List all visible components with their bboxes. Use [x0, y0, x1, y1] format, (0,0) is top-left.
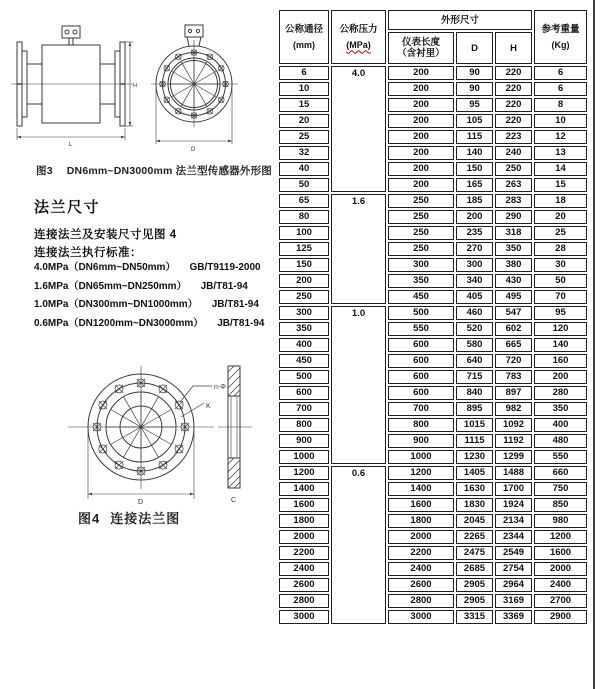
dim-label-d4: D — [138, 499, 144, 506]
cell-weight: 30 — [534, 258, 587, 272]
cell-weight: 1200 — [534, 530, 587, 544]
table-row — [279, 354, 587, 368]
table-row — [279, 434, 587, 448]
table-row — [279, 402, 587, 416]
cell-d: 405 — [456, 290, 493, 304]
cell-h: 318 — [495, 226, 532, 240]
standard-pressure-range: 0.6MPa（DN1200mm~DN3000mm） — [34, 317, 204, 329]
figure3-label: 图3 — [36, 165, 53, 177]
cell-h: 665 — [495, 338, 532, 352]
standard-code: JB/T81-94 — [211, 299, 259, 310]
cell-meter-length: 200 — [388, 82, 454, 96]
cell-meter-length: 550 — [388, 322, 454, 336]
cell-h: 1700 — [495, 482, 532, 496]
table-row — [279, 610, 587, 624]
cell-diameter: 1200 — [279, 466, 329, 480]
cell-weight: 2400 — [534, 578, 587, 592]
cell-meter-length: 500 — [388, 306, 454, 320]
cell-weight: 480 — [534, 434, 587, 448]
header-meter-length-line2: （含衬里） — [397, 48, 445, 59]
table-row — [279, 290, 587, 304]
cell-weight: 550 — [534, 450, 587, 464]
cell-diameter: 1000 — [279, 450, 329, 464]
cell-diameter: 2600 — [279, 578, 329, 592]
cell-diameter: 6 — [279, 66, 329, 80]
standard-code: JB/T81-94 — [217, 317, 265, 329]
table-row — [279, 450, 587, 464]
cell-diameter: 100 — [279, 226, 329, 240]
cell-diameter: 10 — [279, 82, 329, 96]
cell-d: 115 — [456, 130, 493, 144]
cell-h: 223 — [495, 130, 532, 144]
cell-h: 2964 — [495, 578, 532, 592]
cell-d: 640 — [456, 354, 493, 368]
table-row — [279, 82, 587, 96]
table-row — [279, 274, 587, 288]
cell-d: 150 — [456, 162, 493, 176]
cell-h: 2549 — [495, 546, 532, 560]
cell-h: 2134 — [495, 514, 532, 528]
cell-h: 2754 — [495, 562, 532, 576]
cell-diameter: 1400 — [279, 482, 329, 496]
cell-meter-length: 1400 — [388, 482, 454, 496]
cell-diameter: 900 — [279, 434, 329, 448]
cell-d: 95 — [456, 98, 493, 112]
cell-d: 90 — [456, 66, 493, 80]
cell-d: 105 — [456, 114, 493, 128]
cell-d: 140 — [456, 146, 493, 160]
cell-d: 270 — [456, 242, 493, 256]
cell-h: 350 — [495, 242, 532, 256]
table-row — [279, 242, 587, 256]
cell-meter-length: 300 — [388, 258, 454, 272]
cell-meter-length: 350 — [388, 274, 454, 288]
header-weight-text: 参考重量 — [541, 23, 580, 35]
cell-diameter: 300 — [279, 306, 329, 320]
cell-h: 897 — [495, 386, 532, 400]
figure4-caption — [78, 508, 180, 527]
cell-diameter: 200 — [279, 274, 329, 288]
cell-diameter: 2400 — [279, 562, 329, 576]
dim-label-h: H — [133, 83, 137, 89]
table-row — [279, 498, 587, 512]
cell-meter-length: 700 — [388, 402, 454, 416]
table-row — [279, 130, 587, 144]
header-pressure-unit: (MPa) — [346, 39, 371, 50]
cell-d: 340 — [456, 274, 493, 288]
cell-meter-length: 250 — [388, 242, 454, 256]
cell-weight: 660 — [534, 466, 587, 480]
cell-d: 200 — [456, 210, 493, 224]
standard-pressure-range: 1.6MPa（DN65mm~DN250mm） — [34, 280, 187, 292]
cell-meter-length: 200 — [388, 178, 454, 192]
cell-diameter: 2200 — [279, 546, 329, 560]
cell-d: 2045 — [456, 514, 493, 528]
cell-meter-length: 1600 — [388, 498, 454, 512]
cell-d: 2685 — [456, 562, 493, 576]
cell-h: 240 — [495, 146, 532, 160]
table-row — [279, 466, 587, 480]
cell-d: 460 — [456, 306, 493, 320]
flange-section-heading: 法兰尺寸 — [34, 199, 101, 216]
cell-h: 1192 — [495, 434, 532, 448]
cell-meter-length: 450 — [388, 290, 454, 304]
cell-d: 1015 — [456, 418, 493, 432]
cell-h: 495 — [495, 290, 532, 304]
cell-weight: 70 — [534, 290, 587, 304]
cell-d: 2265 — [456, 530, 493, 544]
cell-diameter: 50 — [279, 178, 329, 192]
cell-d: 1830 — [456, 498, 493, 512]
table-row — [279, 322, 587, 336]
cell-meter-length: 200 — [388, 130, 454, 144]
connection-flange-drawing — [28, 356, 263, 508]
dimensions-table — [277, 8, 589, 626]
cell-meter-length: 200 — [388, 98, 454, 112]
cell-weight: 6 — [534, 66, 587, 80]
cell-h: 290 — [495, 210, 532, 224]
cell-meter-length: 600 — [388, 338, 454, 352]
cell-d: 300 — [456, 258, 493, 272]
cell-meter-length: 600 — [388, 354, 454, 368]
cell-weight: 14 — [534, 162, 587, 176]
dim-label-l: L — [69, 142, 73, 148]
cell-weight: 15 — [534, 178, 587, 192]
cell-diameter: 2800 — [279, 594, 329, 608]
cell-diameter: 250 — [279, 290, 329, 304]
cell-meter-length: 1000 — [388, 450, 454, 464]
header-meter-length — [388, 32, 454, 64]
table-row — [279, 226, 587, 240]
cell-diameter: 25 — [279, 130, 329, 144]
cell-d: 715 — [456, 370, 493, 384]
cell-pressure: 1.0 — [331, 306, 386, 464]
cell-meter-length: 2400 — [388, 562, 454, 576]
cell-diameter: 40 — [279, 162, 329, 176]
cell-d: 165 — [456, 178, 493, 192]
flange-standard-item — [34, 280, 265, 299]
cell-h: 783 — [495, 370, 532, 384]
cell-h: 250 — [495, 162, 532, 176]
dim-label-d: D — [191, 147, 196, 153]
cell-weight: 2700 — [534, 594, 587, 608]
cell-diameter: 800 — [279, 418, 329, 432]
table-row — [279, 514, 587, 528]
cell-h: 720 — [495, 354, 532, 368]
cell-weight: 140 — [534, 338, 587, 352]
table-row — [279, 482, 587, 496]
cell-h: 380 — [495, 258, 532, 272]
flange-standard-item — [34, 261, 265, 280]
header-diameter — [279, 10, 329, 64]
cell-weight: 1600 — [534, 546, 587, 560]
cell-h: 3169 — [495, 594, 532, 608]
cell-meter-length: 1800 — [388, 514, 454, 528]
header-d: D — [456, 32, 493, 64]
table-row — [279, 194, 587, 208]
table-row — [279, 418, 587, 432]
cell-d: 895 — [456, 402, 493, 416]
cell-h: 430 — [495, 274, 532, 288]
cell-weight: 400 — [534, 418, 587, 432]
cell-diameter: 400 — [279, 338, 329, 352]
cell-weight: 10 — [534, 114, 587, 128]
cell-meter-length: 2200 — [388, 546, 454, 560]
cell-d: 235 — [456, 226, 493, 240]
cell-weight: 120 — [534, 322, 587, 336]
dimensions-table-wrap — [277, 8, 589, 626]
cell-meter-length: 600 — [388, 370, 454, 384]
cell-weight: 18 — [534, 194, 587, 208]
header-h: H — [495, 32, 532, 64]
cell-diameter: 2000 — [279, 530, 329, 544]
cell-d: 1630 — [456, 482, 493, 496]
cell-weight: 28 — [534, 242, 587, 256]
cell-h: 1092 — [495, 418, 532, 432]
figure4-caption-text: 连接法兰图 — [110, 511, 181, 526]
cell-h: 1299 — [495, 450, 532, 464]
figure3-caption — [36, 163, 272, 178]
cell-weight: 12 — [534, 130, 587, 144]
cell-d: 90 — [456, 82, 493, 96]
header-diameter-text: 公称通径 — [284, 23, 323, 35]
cell-meter-length: 2600 — [388, 578, 454, 592]
figure4-label: 图4 — [78, 511, 101, 526]
cell-pressure: 4.0 — [331, 66, 386, 192]
cell-weight: 50 — [534, 274, 587, 288]
cell-d: 185 — [456, 194, 493, 208]
cell-weight: 95 — [534, 306, 587, 320]
cell-weight: 2900 — [534, 610, 587, 624]
cell-h: 1488 — [495, 466, 532, 480]
cell-h: 283 — [495, 194, 532, 208]
cell-d: 2905 — [456, 578, 493, 592]
cell-d: 840 — [456, 386, 493, 400]
cell-pressure: 0.6 — [331, 466, 386, 624]
cell-diameter: 450 — [279, 354, 329, 368]
flange-subtitle-2: 连接法兰执行标准： — [34, 247, 142, 259]
cell-meter-length: 250 — [388, 194, 454, 208]
cell-diameter: 500 — [279, 370, 329, 384]
table-row — [279, 210, 587, 224]
table-row — [279, 530, 587, 544]
cell-weight: 980 — [534, 514, 587, 528]
cell-weight: 25 — [534, 226, 587, 240]
cell-diameter: 125 — [279, 242, 329, 256]
header-weight-unit: (Kg) — [551, 39, 570, 50]
wheel-layer-fig3 — [160, 50, 229, 119]
table-row — [279, 98, 587, 112]
cell-h: 1924 — [495, 498, 532, 512]
header-pressure — [331, 10, 386, 64]
flange-standard-item — [34, 298, 265, 317]
table-row — [279, 370, 587, 384]
header-diameter-unit: (mm) — [293, 39, 315, 50]
standard-code: JB/T81-94 — [200, 280, 248, 292]
cell-meter-length: 600 — [388, 386, 454, 400]
cell-meter-length: 2000 — [388, 530, 454, 544]
standard-pressure-range: 1.0MPa（DN300mm~DN1000mm） — [34, 299, 198, 310]
cell-diameter: 150 — [279, 258, 329, 272]
cell-diameter: 15 — [279, 98, 329, 112]
table-row — [279, 562, 587, 576]
cell-h: 982 — [495, 402, 532, 416]
cell-diameter: 20 — [279, 114, 329, 128]
label-k: K — [206, 403, 211, 410]
standard-pressure-range: 4.0MPa（DN6mm~DN50mm） — [34, 262, 176, 273]
cell-weight: 8 — [534, 98, 587, 112]
flange-subtitle-1: 连接法兰及安装尺寸见图 4 — [34, 229, 177, 241]
cell-weight: 6 — [534, 82, 587, 96]
label-n-phi: n-Φ — [214, 384, 226, 391]
table-row — [279, 162, 587, 176]
cell-weight: 20 — [534, 210, 587, 224]
cell-weight: 750 — [534, 482, 587, 496]
cell-h: 220 — [495, 98, 532, 112]
header-pressure-text: 公称压力 — [339, 23, 378, 35]
cell-weight: 2000 — [534, 562, 587, 576]
cell-meter-length: 900 — [388, 434, 454, 448]
cell-weight: 280 — [534, 386, 587, 400]
cell-meter-length: 250 — [388, 210, 454, 224]
cell-meter-length: 200 — [388, 114, 454, 128]
cell-pressure: 1.6 — [331, 194, 386, 304]
cell-d: 1230 — [456, 450, 493, 464]
cell-diameter: 32 — [279, 146, 329, 160]
cell-h: 220 — [495, 114, 532, 128]
cell-h: 547 — [495, 306, 532, 320]
cell-weight: 200 — [534, 370, 587, 384]
table-row — [279, 178, 587, 192]
standard-code: GB/T9119-2000 — [189, 262, 261, 273]
cell-weight: 160 — [534, 354, 587, 368]
table-row — [279, 66, 587, 80]
wheel-layer-fig4 — [93, 379, 189, 475]
flange-standard-item — [34, 317, 265, 336]
cell-h: 220 — [495, 82, 532, 96]
table-row — [279, 578, 587, 592]
cell-meter-length: 200 — [388, 162, 454, 176]
cell-diameter: 1600 — [279, 498, 329, 512]
cell-h: 2344 — [495, 530, 532, 544]
cell-d: 1115 — [456, 434, 493, 448]
table-row — [279, 338, 587, 352]
cell-diameter: 600 — [279, 386, 329, 400]
cell-meter-length: 3000 — [388, 610, 454, 624]
header-meter-length-line1: 仪表长度 — [401, 37, 440, 48]
cell-meter-length: 200 — [388, 66, 454, 80]
cell-weight: 13 — [534, 146, 587, 160]
dim-label-c: C — [231, 497, 237, 504]
header-outline-dimensions: 外形尺寸 — [388, 10, 532, 30]
cell-d: 580 — [456, 338, 493, 352]
cell-diameter: 1800 — [279, 514, 329, 528]
table-row — [279, 306, 587, 320]
cell-meter-length: 250 — [388, 226, 454, 240]
cell-weight: 350 — [534, 402, 587, 416]
cell-d: 2905 — [456, 594, 493, 608]
page-edge-line — [593, 0, 595, 689]
cell-diameter: 80 — [279, 210, 329, 224]
flange-standards-list — [34, 261, 265, 335]
cell-meter-length: 800 — [388, 418, 454, 432]
table-row — [279, 146, 587, 160]
cell-diameter: 65 — [279, 194, 329, 208]
cell-h: 220 — [495, 66, 532, 80]
table-row — [279, 594, 587, 608]
table-row — [279, 114, 587, 128]
cell-h: 263 — [495, 178, 532, 192]
cell-d: 2475 — [456, 546, 493, 560]
cell-meter-length: 200 — [388, 146, 454, 160]
cell-meter-length: 1200 — [388, 466, 454, 480]
cell-d: 1405 — [456, 466, 493, 480]
cell-d: 520 — [456, 322, 493, 336]
cell-h: 3369 — [495, 610, 532, 624]
cell-weight: 850 — [534, 498, 587, 512]
cell-diameter: 3000 — [279, 610, 329, 624]
table-row — [279, 546, 587, 560]
cell-h: 602 — [495, 322, 532, 336]
cell-d: 3315 — [456, 610, 493, 624]
table-row — [279, 386, 587, 400]
cell-diameter: 700 — [279, 402, 329, 416]
cell-meter-length: 2800 — [388, 594, 454, 608]
table-row — [279, 258, 587, 272]
figure3-caption-text: DN6mm~DN3000mm 法兰型传感器外形图 — [66, 165, 272, 177]
sensor-outline-drawing — [6, 14, 268, 162]
cell-diameter: 350 — [279, 322, 329, 336]
header-weight — [534, 10, 587, 64]
